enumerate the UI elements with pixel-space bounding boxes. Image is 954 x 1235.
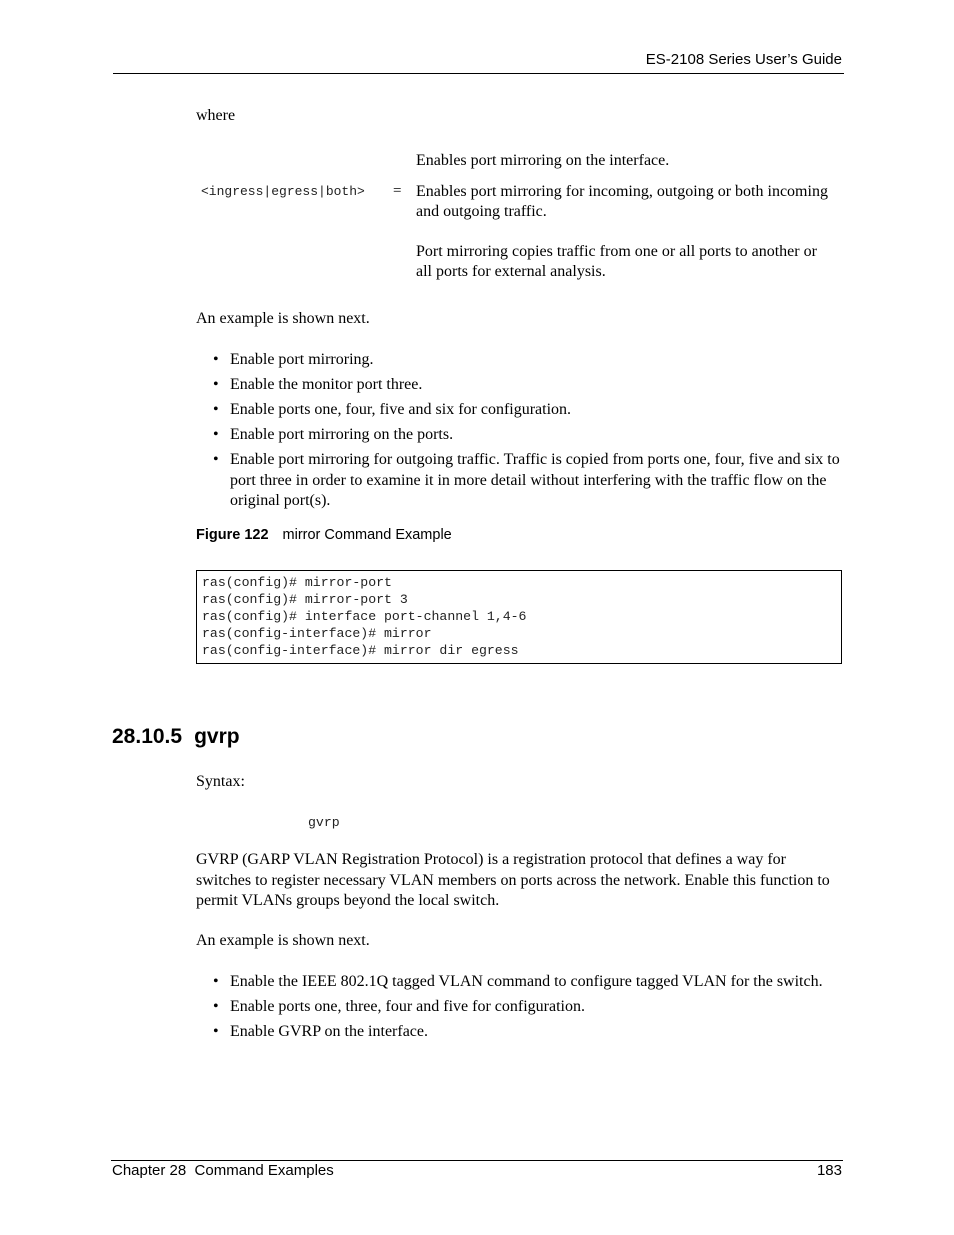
list-item: • Enable the IEEE 802.1Q tagged VLAN command to configure tagged VLAN for the switch. bbox=[196, 972, 842, 993]
code-line: ras(config)# mirror-port 3 bbox=[202, 592, 408, 607]
syntax-code: gvrp bbox=[308, 815, 340, 830]
running-header-title: ES-2108 Series User’s Guide bbox=[645, 51, 842, 68]
list-item: • Enable port mirroring. bbox=[196, 350, 842, 371]
parameter-description-line-3: Port mirroring copies traffic from one or all ports to another or all ports for external analysis. bbox=[416, 242, 817, 280]
list-item: • Enable the monitor port three. bbox=[196, 375, 842, 396]
list-item: • Enable ports one, four, five and six for configuration. bbox=[196, 400, 842, 421]
section-heading bbox=[112, 725, 240, 749]
code-line: ras(config)# interface port-channel 1,4-6 bbox=[202, 609, 527, 624]
where-label: where bbox=[196, 107, 236, 124]
syntax-label: Syntax: bbox=[196, 773, 245, 790]
figure-title: mirror Command Example bbox=[282, 527, 452, 543]
example-intro-paragraph: An example is shown next. bbox=[196, 310, 370, 327]
code-example-box bbox=[196, 570, 842, 664]
bullet-icon: • bbox=[213, 973, 219, 990]
parameter-name: <ingress|egress|both> bbox=[201, 184, 365, 199]
bullet-icon: • bbox=[213, 426, 219, 443]
footer-page-number: 183 bbox=[816, 1162, 842, 1179]
parameter-description-line-1: Enables port mirroring on the interface. bbox=[416, 152, 670, 169]
footer-chapter: Chapter 28 Command Examples bbox=[112, 1162, 334, 1179]
bullet-icon: • bbox=[213, 351, 219, 368]
footer-rule bbox=[111, 1160, 843, 1161]
list-item: • Enable GVRP on the interface. bbox=[196, 1022, 842, 1043]
parameter-description-line-2: Enables port mirroring for incoming, outgoing or both incoming and outgoing traffic. bbox=[416, 182, 828, 220]
parameter-description bbox=[416, 151, 836, 283]
code-line: ras(config-interface)# mirror bbox=[202, 626, 432, 641]
code-line: ras(config)# mirror-port bbox=[202, 575, 392, 590]
section-title: gvrp bbox=[194, 725, 240, 748]
mirror-steps-list bbox=[196, 350, 842, 516]
gvrp-description: GVRP (GARP VLAN Registration Protocol) is a registration protocol that defines a way for switches to register necessary VLAN members on ports across the network. Enable this function to permit VLANs groups beyond the local switch. bbox=[196, 851, 830, 909]
list-item: • Enable port mirroring on the ports. bbox=[196, 425, 842, 446]
list-item: • Enable ports one, three, four and five for configuration. bbox=[196, 997, 842, 1018]
bullet-icon: • bbox=[213, 376, 219, 393]
example-intro-paragraph-2: An example is shown next. bbox=[196, 932, 370, 949]
figure-caption bbox=[196, 527, 452, 543]
bullet-icon: • bbox=[213, 451, 219, 468]
bullet-icon: • bbox=[213, 998, 219, 1015]
figure-label: Figure 122 bbox=[196, 527, 269, 543]
section-number: 28.10.5 bbox=[112, 725, 183, 748]
code-line: ras(config-interface)# mirror dir egress bbox=[202, 643, 519, 658]
gvrp-steps-list bbox=[196, 972, 842, 1047]
list-item: • Enable port mirroring for outgoing traffic. Traffic is copied from ports one, four, five and six to port three in order to examine it in more detail without interfering with the traffic flow on the original port(s). bbox=[213, 451, 840, 509]
bullet-icon: • bbox=[213, 401, 219, 418]
bullet-icon: • bbox=[213, 1023, 219, 1040]
header-rule bbox=[113, 73, 844, 74]
parameter-equals: = bbox=[393, 183, 402, 199]
